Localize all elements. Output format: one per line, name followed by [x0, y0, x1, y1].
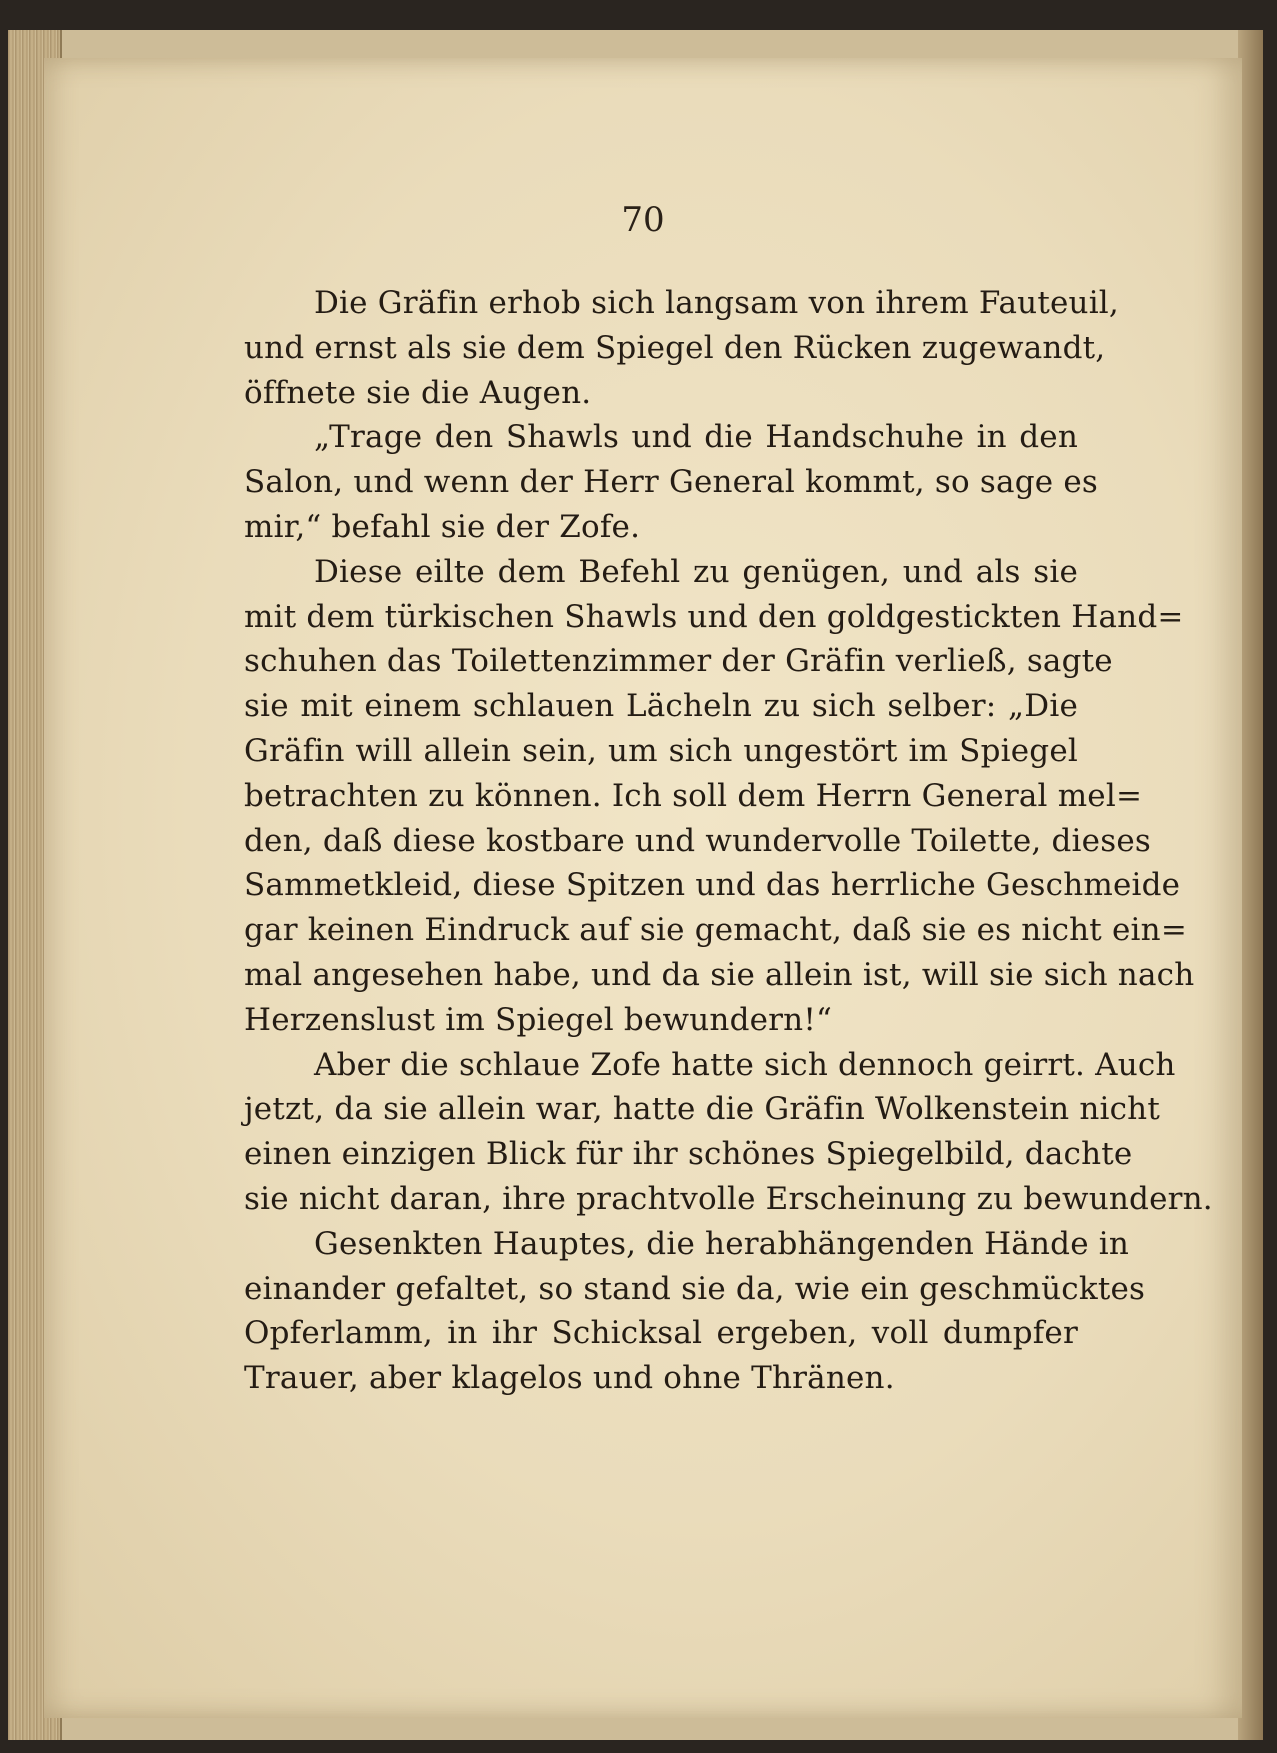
- text-line: Opferlamm, in ihr Schicksal ergeben, voll dumpfer: [244, 1315, 1078, 1352]
- text-line: mir,“ befahl sie der Zofe.: [244, 508, 641, 545]
- text-line: schuhen das Toilettenzimmer der Gräfin verließ, sagte: [244, 643, 1113, 680]
- text-line: Sammetkleid, diese Spitzen und das herrliche Geschmeide: [244, 867, 1181, 904]
- text-line: jetzt, da sie allein war, hatte die Gräfin Wolkenstein nicht: [244, 1091, 1160, 1128]
- text-line: einen einzigen Blick für ihr schönes Spiegelbild, dachte: [244, 1136, 1133, 1173]
- text-line: Herzenslust im Spiegel bewundern!“: [244, 1001, 833, 1038]
- text-line: Diese eilte dem Befehl zu genügen, und als sie: [314, 553, 1078, 590]
- page-text: [244, 281, 1213, 1401]
- text-line: den, daß diese kostbare und wundervolle Toilette, dieses: [244, 822, 1151, 859]
- text-line: Salon, und wenn der Herr General kommt, so sage es: [244, 464, 1099, 501]
- text-line: gar keinen Eindruck auf sie gemacht, daß sie es nicht ein=: [244, 912, 1188, 949]
- text-line: sie mit einem schlauen Lächeln zu sich selber: „Die: [244, 688, 1078, 725]
- text-line: betrachten zu können. Ich soll dem Herrn General mel=: [244, 777, 1143, 814]
- text-line: Aber die schlaue Zofe hatte sich dennoch geirrt. Auch: [314, 1046, 1176, 1083]
- page-number: 70: [621, 200, 665, 240]
- text-line: Trauer, aber klagelos und ohne Thränen.: [244, 1360, 895, 1397]
- text-line: Gräfin will allein sein, um sich ungestört im Spiegel: [244, 732, 1078, 769]
- text-line: öffnete sie die Augen.: [244, 374, 592, 411]
- text-line: mit dem türkischen Shawls und den goldgestickten Hand=: [244, 598, 1184, 635]
- text-line: und ernst als sie dem Spiegel den Rücken zugewandt,: [244, 329, 1106, 366]
- text-line: sie nicht daran, ihre prachtvolle Erscheinung zu bewundern.: [244, 1180, 1213, 1217]
- text-line: einander gefaltet, so stand sie da, wie ein geschmücktes: [244, 1270, 1146, 1307]
- text-line: Die Gräfin erhob sich langsam von ihrem Fauteuil,: [314, 285, 1119, 321]
- text-line: „Trage den Shawls und die Handschuhe in den: [314, 419, 1078, 456]
- text-line: Gesenkten Hauptes, die herabhängenden Hände in: [314, 1225, 1130, 1262]
- text-line: mal angesehen habe, und da sie allein ist, will sie sich nach: [244, 956, 1195, 993]
